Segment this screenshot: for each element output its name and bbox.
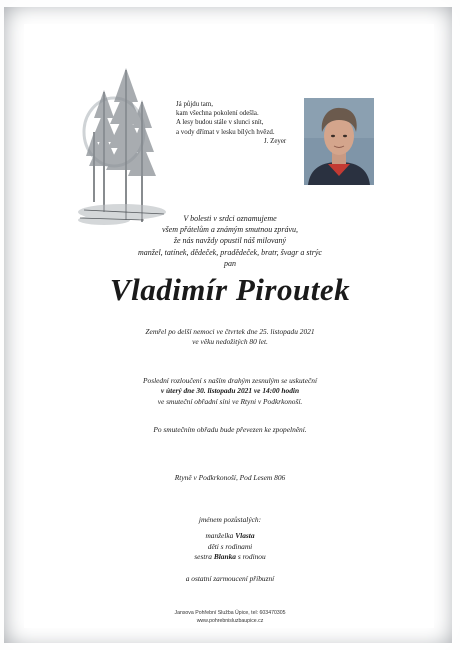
mourner-sister	[40, 552, 420, 562]
funeral-line: Poslední rozloučení s naším drahým zesnulým se uskuteční	[143, 376, 317, 385]
funeral-place: ve smuteční obřadní síni ve Rtyni v Podkrkonoší.	[157, 396, 303, 406]
death-notice	[40, 327, 420, 348]
mourners-heading: jménem pozůstalých:	[198, 515, 262, 524]
death-line: Zemřel po delší nemoci ve čtvrtek dne 25. listopadu 2021	[145, 327, 315, 336]
poem-line: Já půjdu tam,	[176, 101, 213, 108]
portrait-photo	[304, 98, 374, 185]
mourner-wife	[40, 531, 420, 541]
death-line: ve věku nedožitých 80 let.	[192, 337, 268, 347]
footer-line: Jansova Pohřební Služba Úpice, tel: 603470305	[174, 610, 286, 616]
poem-line: kam všechna pokolení odešla.	[176, 110, 259, 118]
mourners	[40, 515, 420, 584]
wife-prefix: manželka	[205, 531, 236, 541]
cremation-note	[40, 425, 420, 435]
address-line: Rtyně v Podkrkonoší, Pod Lesem 806	[174, 473, 286, 482]
funeral-date: v úterý dne 30. listopadu 2021 ve 14:00 hodin	[160, 386, 300, 396]
mourner-others: a ostatní zarmoucení příbuzní	[185, 573, 275, 583]
trees-illustration-icon	[74, 62, 170, 232]
sister-prefix: sestra	[194, 552, 214, 562]
intro-line: všem přátelům a známým smutnou zprávu,	[162, 225, 298, 235]
poem-line: A lesy budou stále v slunci snít,	[176, 119, 264, 127]
funeral-info	[40, 376, 420, 407]
intro-line: V bolesti v srdci oznamujeme	[183, 214, 277, 223]
footer-website: www.pohrebnisluzbaupice.cz	[196, 617, 264, 624]
portrait-icon	[304, 98, 374, 185]
deceased-name: Vladimír Piroutek	[109, 272, 351, 307]
intro-line: že nás navždy opustil náš milovaný	[173, 236, 287, 246]
funeral-service-footer	[100, 610, 360, 626]
sister-suffix: s rodinou	[236, 552, 266, 562]
poem-author: J. Zeyer	[264, 137, 287, 145]
address	[40, 473, 420, 483]
sister-name: Blanka	[213, 552, 236, 562]
announcement-intro	[60, 213, 400, 269]
wife-name: Vlasta	[235, 531, 255, 541]
intro-line: manžel, tatínek, dědeček, pradědeček, bratr, švagr a strýc	[138, 247, 322, 257]
poem-line: a vody dřímat v lesku bílých hvězd.	[176, 128, 275, 136]
intro-line: pan	[224, 258, 236, 268]
cremation-line: Po smutečním obřadu bude převezen ke zpopelnění.	[153, 425, 307, 434]
mourner-children: děti s rodinami	[207, 541, 253, 551]
